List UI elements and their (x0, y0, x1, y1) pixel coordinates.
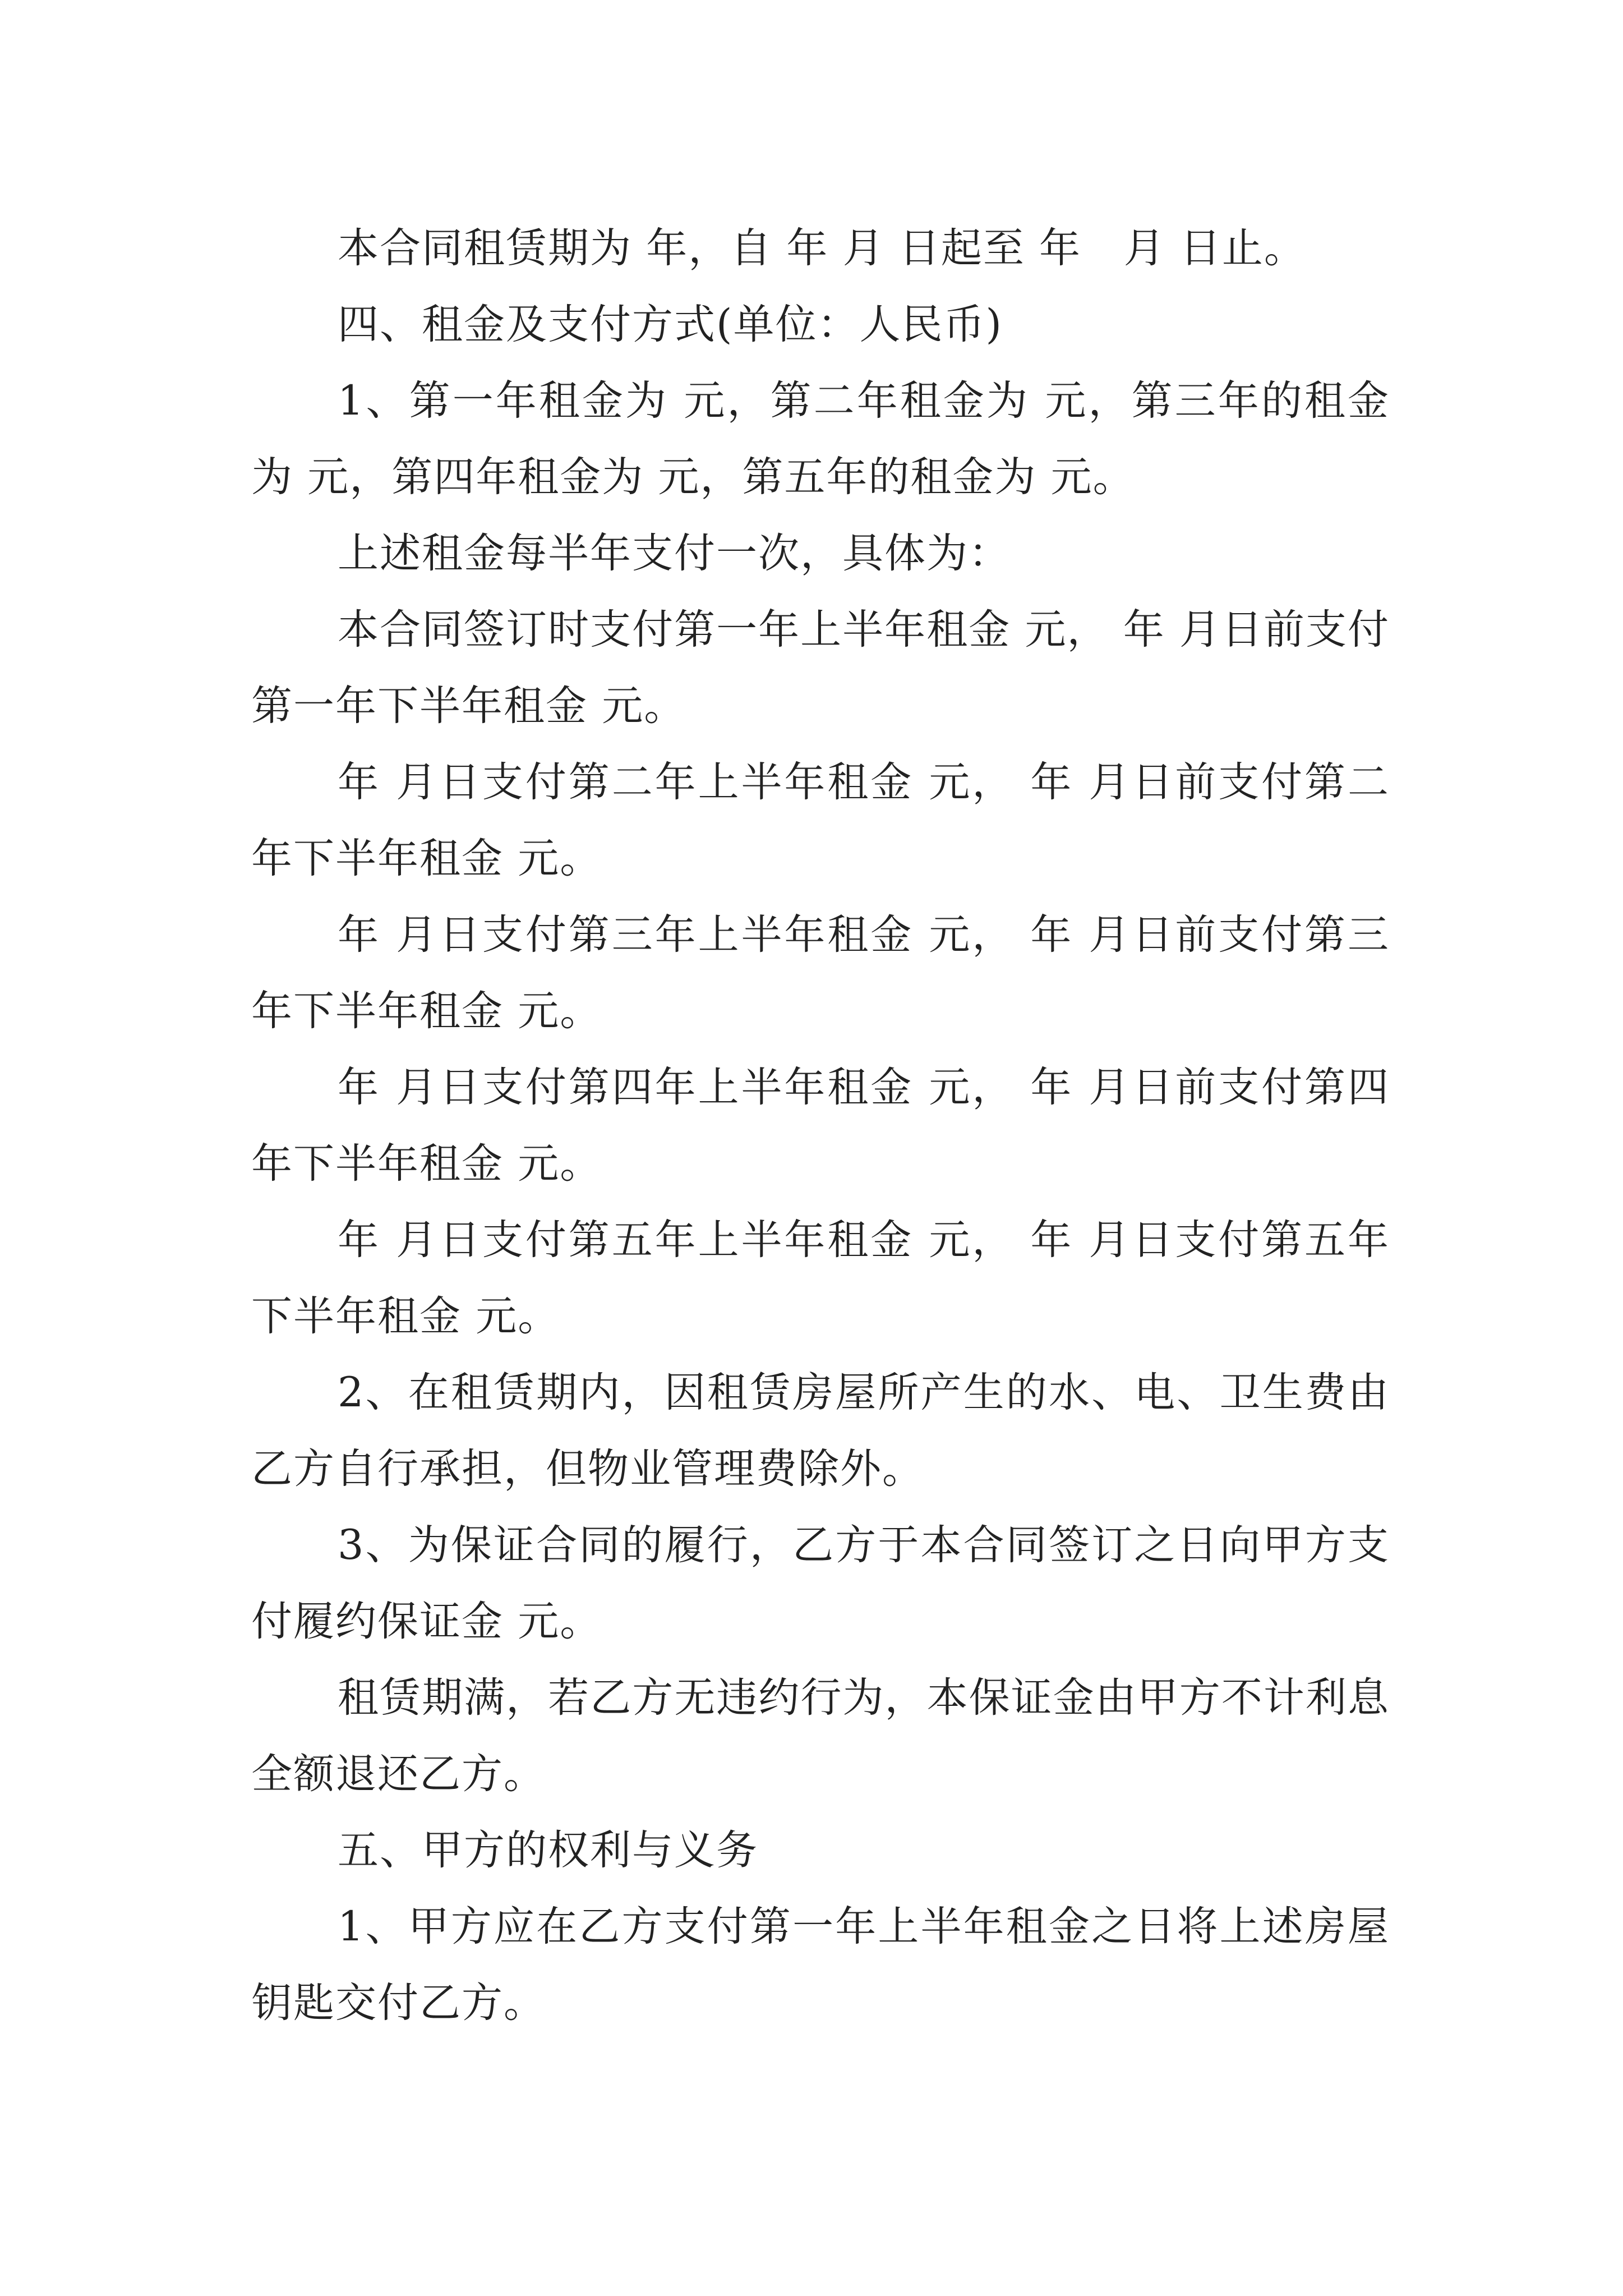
paragraph-year5-payment: 年 月日支付第五年上半年租金 元， 年 月日支付第五年下半年租金 元。 (251, 1216, 1390, 1340)
document-body (251, 210, 1390, 2041)
paragraph-year3-payment: 年 月日支付第三年上半年租金 元， 年 月日前支付第三年下半年租金 元。 (251, 911, 1390, 1035)
paragraph-lease-term: 本合同租赁期为 年，自 年 月 日起至 年 月 日止。 (338, 224, 1306, 272)
heading-party-a-rights: 五、甲方的权利与义务 (338, 1826, 758, 1874)
paragraph-deposit: 3、为保证合同的履行，乙方于本合同签订之日向甲方支付履约保证金 元。 (251, 1521, 1390, 1645)
paragraph-annual-rent: 1、第一年租金为 元，第二年租金为 元，第三年的租金为 元，第四年租金为 元，第五年的租金为 元。 (251, 377, 1390, 501)
paragraph-deposit-refund: 租赁期满，若乙方无违约行为，本保证金由甲方不计利息全额退还乙方。 (251, 1674, 1390, 1798)
paragraph-year2-payment: 年 月日支付第二年上半年租金 元， 年 月日前支付第二年下半年租金 元。 (251, 758, 1390, 882)
paragraph-utilities: 2、在租赁期内，因租赁房屋所产生的水、电、卫生费由乙方自行承担，但物业管理费除外。 (251, 1369, 1390, 1493)
paragraph-year4-payment: 年 月日支付第四年上半年租金 元， 年 月日前支付第四年下半年租金 元。 (251, 1064, 1390, 1188)
paragraph-year1-payment: 本合同签订时支付第一年上半年租金 元， 年 月日前支付第一年下半年租金 元。 (251, 606, 1390, 730)
heading-rent-payment: 四、租金及支付方式(单位：人民币) (338, 301, 1003, 348)
paragraph-key-handover: 1、甲方应在乙方支付第一年上半年租金之日将上述房屋钥匙交付乙方。 (251, 1903, 1390, 2027)
paragraph-payment-schedule-intro: 上述租金每半年支付一次，具体为： (338, 530, 1011, 577)
